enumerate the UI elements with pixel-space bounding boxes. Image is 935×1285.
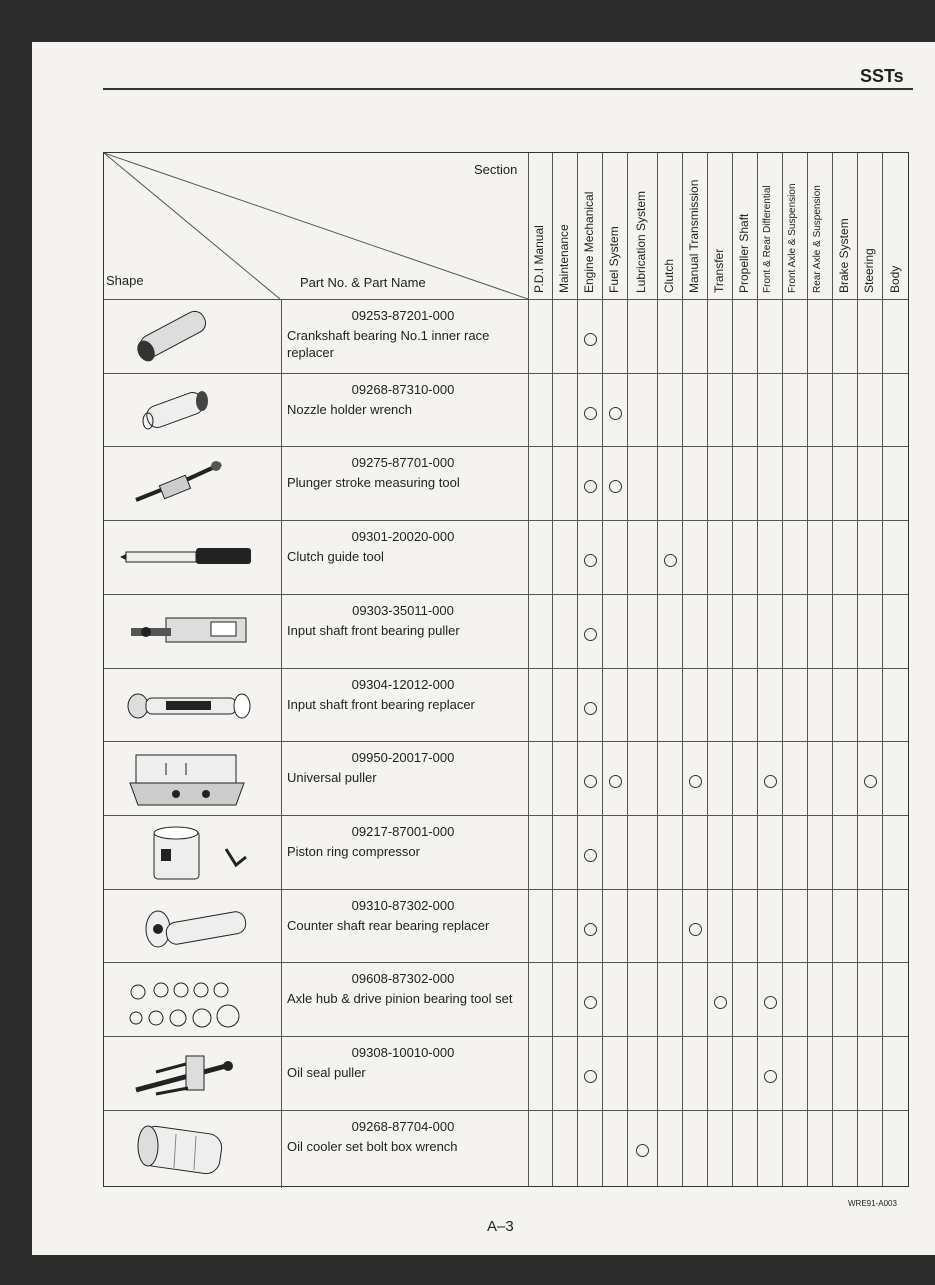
column-header: Steering <box>861 248 876 293</box>
row-divider <box>104 741 908 742</box>
part-number: 09303-35011-000 <box>352 602 454 618</box>
shape-tool-set-discs-icon <box>116 968 266 1035</box>
applicability-mark <box>636 1144 649 1157</box>
row-divider <box>104 962 908 963</box>
applicability-mark <box>764 775 777 788</box>
part-number: 09304-12012-000 <box>351 676 455 692</box>
applicability-mark <box>689 775 702 788</box>
applicability-mark <box>584 554 597 567</box>
shape-guide-rod-icon <box>116 526 266 593</box>
row-divider <box>104 373 908 374</box>
column-divider <box>807 153 808 1186</box>
shape-sleeve-tool-icon <box>116 305 266 372</box>
part-number: 09275-87701-000 <box>351 455 455 471</box>
shape-ring-compressor-icon <box>116 821 266 888</box>
column-header: Manual Transmission <box>686 179 701 293</box>
shape-measuring-tool-icon <box>116 452 266 519</box>
applicability-mark <box>764 996 777 1009</box>
section-label: Section <box>474 162 518 177</box>
header-rule <box>103 88 913 90</box>
sst-table <box>103 152 909 1187</box>
shape-replacer-bar-icon <box>116 674 266 741</box>
column-divider <box>577 153 578 1186</box>
column-divider <box>857 153 858 1186</box>
column-divider <box>627 153 628 1186</box>
applicability-mark <box>584 628 597 641</box>
row-divider <box>104 1036 908 1037</box>
figure-code: WRE91-A003 <box>848 1199 897 1208</box>
applicability-mark <box>714 996 727 1009</box>
part-name: Counter shaft rear bearing replacer <box>287 917 490 933</box>
column-header: Brake System <box>836 218 851 293</box>
part-number: 09217-87001-000 <box>351 823 455 839</box>
column-header: Rear Axle & Suspension <box>811 185 823 293</box>
applicability-mark <box>584 849 597 862</box>
applicability-mark <box>764 1070 777 1083</box>
part-number: 09268-87310-000 <box>351 381 455 397</box>
column-header: Maintenance <box>556 224 571 293</box>
applicability-mark <box>689 923 702 936</box>
column-divider <box>882 153 883 1186</box>
part-number: 09310-87302-000 <box>351 897 455 913</box>
page-title: SSTs <box>860 66 904 86</box>
shape-box-wrench-icon <box>116 1116 266 1183</box>
applicability-mark <box>664 554 677 567</box>
applicability-mark <box>584 1070 597 1083</box>
part-name: Nozzle holder wrench <box>287 401 413 417</box>
column-header: Propeller Shaft <box>736 213 751 293</box>
shape-bearing-puller-icon <box>116 600 266 667</box>
shape-label: Shape <box>106 273 144 288</box>
applicability-mark <box>609 480 622 493</box>
part-name: Clutch guide tool <box>287 549 384 565</box>
column-divider <box>832 153 833 1186</box>
column-header: Front Axle & Suspension <box>786 183 798 293</box>
shape-divider <box>281 299 282 1188</box>
column-header: Front & Rear Differential <box>761 185 773 293</box>
part-number: 09253-87201-000 <box>351 308 455 323</box>
part-number: 09301-20020-000 <box>351 529 455 545</box>
part-name: Oil cooler set bolt box wrench <box>287 1138 458 1154</box>
column-header: Transfer <box>711 248 726 293</box>
shape-oil-seal-puller-icon <box>116 1042 266 1109</box>
part-name: Axle hub & drive pinion bearing tool set <box>287 991 513 1007</box>
column-divider <box>657 153 658 1186</box>
part-name: Input shaft front bearing puller <box>287 622 460 638</box>
part-number: 09608-87302-000 <box>351 971 455 987</box>
column-divider <box>782 153 783 1186</box>
column-divider <box>552 153 553 1186</box>
column-header: Engine Mechanical <box>581 191 596 293</box>
column-divider <box>682 153 683 1186</box>
applicability-mark <box>584 702 597 715</box>
shape-socket-wrench-icon <box>116 379 266 446</box>
row-divider <box>104 815 908 816</box>
header-divider <box>104 299 908 300</box>
part-name: Input shaft front bearing replacer <box>287 696 475 712</box>
part-name: Plunger stroke measuring tool <box>287 475 460 491</box>
page-number: A–3 <box>487 1218 514 1235</box>
column-divider <box>528 153 529 1186</box>
row-divider <box>104 446 908 447</box>
part-number: 09308-10010-000 <box>351 1045 455 1060</box>
part-label: Part No. & Part Name <box>300 275 426 290</box>
row-divider <box>104 1110 908 1111</box>
part-number: 09950-20017-000 <box>351 750 455 766</box>
part-number: 09268-87704-000 <box>351 1118 455 1134</box>
column-divider <box>732 153 733 1186</box>
row-divider <box>104 594 908 595</box>
applicability-mark <box>609 407 622 420</box>
applicability-mark <box>584 407 597 420</box>
applicability-mark <box>864 775 877 788</box>
shape-bearing-replacer-icon <box>116 895 266 962</box>
applicability-mark <box>584 923 597 936</box>
column-header: P.D.I Manual <box>532 225 546 293</box>
row-divider <box>104 520 908 521</box>
column-divider <box>757 153 758 1186</box>
column-header: Fuel System <box>606 226 621 293</box>
applicability-mark <box>609 775 622 788</box>
column-divider <box>707 153 708 1186</box>
applicability-mark <box>584 333 597 346</box>
column-header: Lubrication System <box>634 190 648 293</box>
row-divider <box>104 889 908 890</box>
column-header: Body <box>888 265 902 293</box>
part-name: Piston ring compressor <box>287 843 420 859</box>
column-header: Clutch <box>661 258 676 293</box>
part-name: Universal puller <box>287 770 377 786</box>
applicability-mark <box>584 480 597 493</box>
column-divider <box>602 153 603 1186</box>
applicability-mark <box>584 775 597 788</box>
applicability-mark <box>584 996 597 1009</box>
row-divider <box>104 668 908 669</box>
part-name: Oil seal puller <box>287 1065 366 1080</box>
shape-puller-kit-case-icon <box>116 747 266 814</box>
part-name: Crankshaft bearing No.1 inner race replacer <box>287 328 490 360</box>
